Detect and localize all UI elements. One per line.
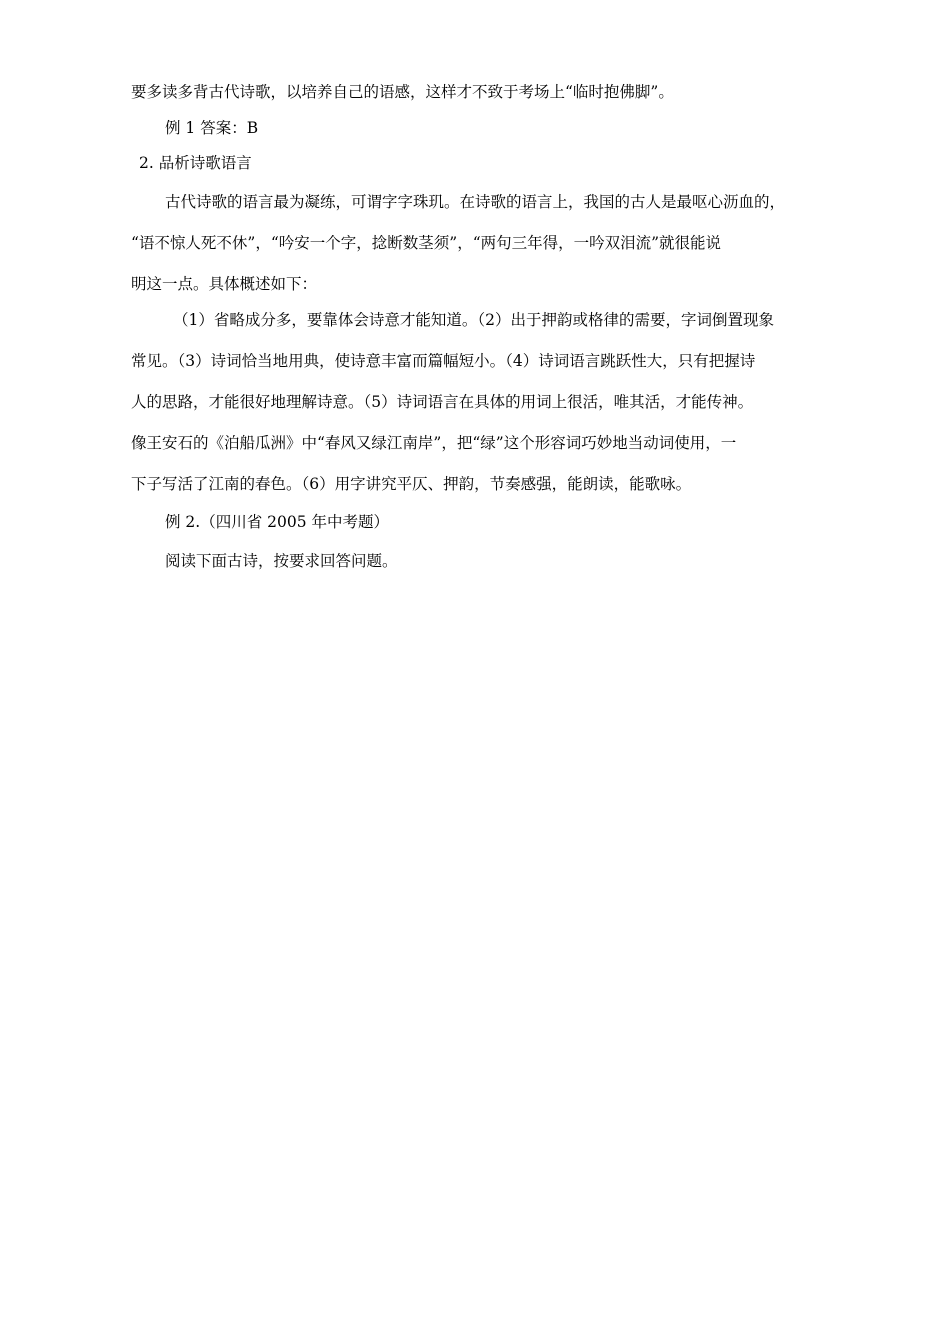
text-line: 像王安石的《泊船瓜洲》中“春风又绿江南岸”，把“绿”这个形容词巧妙地当动词使用，一	[131, 434, 737, 452]
text-line: 下子写活了江南的春色。（6）用字讲究平仄、押韵，节奏感强，能朗读，能歌咏。	[131, 475, 692, 493]
text-line: 常见。（3）诗词恰当地用典，使诗意丰富而篇幅短小。（4）诗词语言跳跃性大，只有把握诗	[131, 352, 756, 370]
text-line: （1）省略成分多，要靠体会诗意才能知道。（2）出于押韵或格律的需要，字词倒置现象	[173, 311, 774, 329]
text-line: 阅读下面古诗，按要求回答问题。	[165, 552, 398, 570]
text-line: 古代诗歌的语言最为凝练，可谓字字珠玑。在诗歌的语言上，我国的古人是最呕心沥血的，	[165, 193, 786, 211]
paragraph-language-intro	[131, 182, 821, 305]
text-line: 例 2.（四川省 2005 年中考题）	[165, 513, 390, 531]
paragraph-reading-instruction	[131, 541, 821, 582]
paragraph-reading-advice	[131, 72, 821, 113]
text-line: 2. 品析诗歌语言	[139, 154, 252, 172]
paragraph-language-features	[131, 300, 821, 505]
text-line: “语不惊人死不休”，“吟安一个字，捻断数茎须”，“两句三年得，一吟双泪流”就很能说	[131, 234, 722, 252]
text-line: 要多读多背古代诗歌，以培养自己的语感，这样才不致于考场上“临时抱佛脚”。	[131, 83, 674, 101]
text-line: 明这一点。具体概述如下：	[131, 275, 318, 293]
paragraph-example-2-heading	[131, 502, 821, 543]
text-line: 例 1 答案：B	[165, 119, 259, 137]
section-heading-poetry-language	[131, 143, 821, 184]
text-line: 人的思路，才能很好地理解诗意。（5）诗词语言在具体的用词上很活，唯其活，才能传神。	[131, 393, 754, 411]
